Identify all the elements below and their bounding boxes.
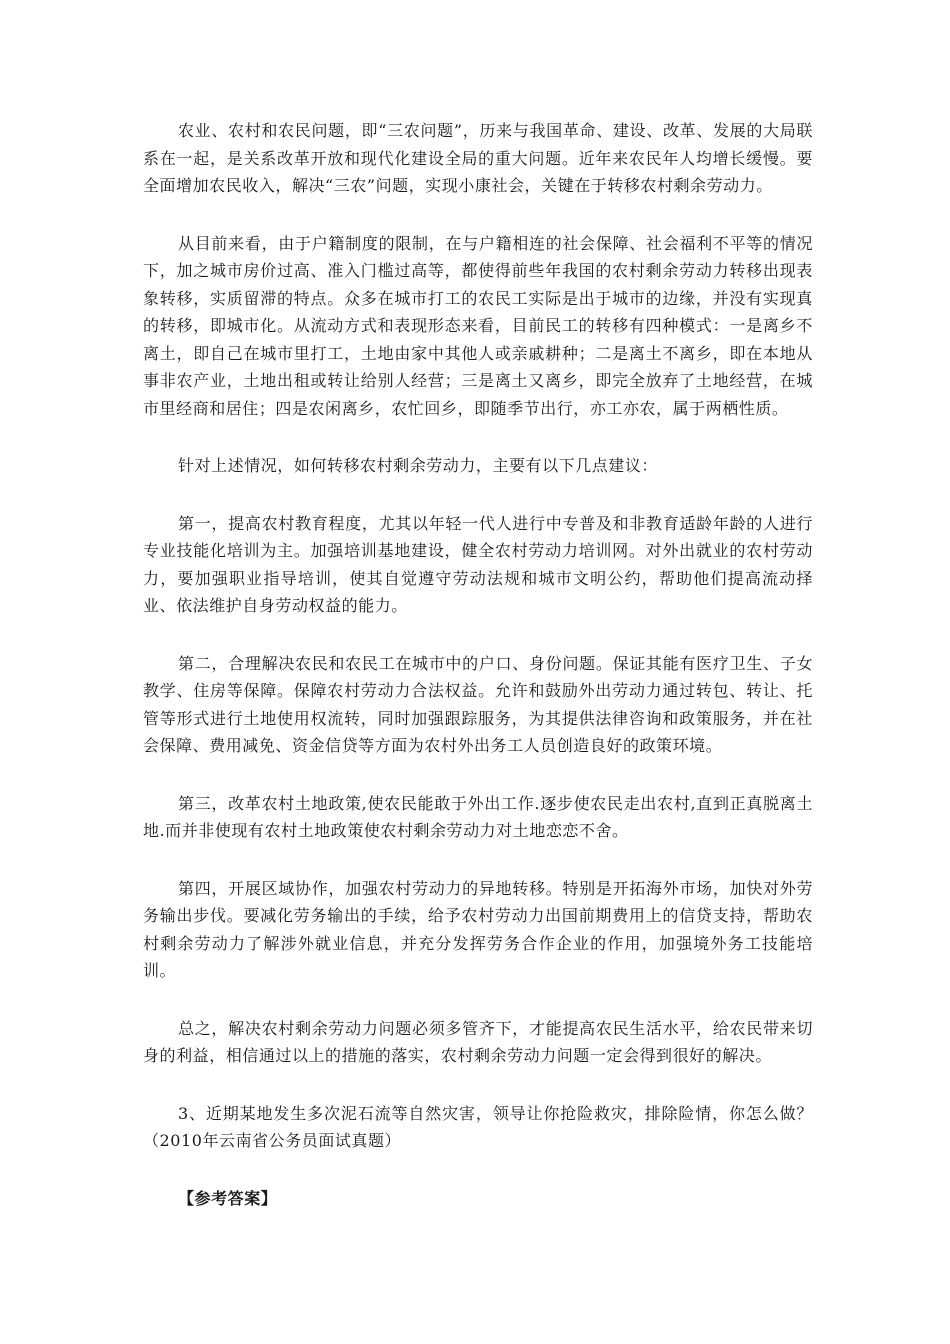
reference-answer-label: 【参考答案】 xyxy=(178,1188,278,1208)
paragraph-current-situation: 从目前来看，由于户籍制度的限制，在与户籍相连的社会保障、社会福利不平等的情况下，加之城市房价过高、准入门槛过高等，都使得前些年我国的农村剩余劳动力转移出现表象转移，实质留滞的特点。众多在城市打工的农民工实际是出于城市的边缘，并没有实现真的转移，即城市化。从流动方式和表现形态来看，目前民工的转移有四种模式：一是离乡不离土，即自己在城市里打工，土地由家中其他人或亲戚耕种；二是离土不离乡，即在本地从事非农产业，土地出租或转让给别人经营；三是离土又离乡，即完全放弃了土地经营，在城市里经商和居住；四是农闲离乡，农忙回乡，即随季节出行，亦工亦农，属于两栖性质。 xyxy=(143,233,813,418)
paragraph-suggestion-3: 第三，改革农村土地政策,使农民能敢于外出工作.逐步使农民走出农村,直到正真脱离土地.而并非使现有农村土地政策使农村剩余劳动力对土地恋恋不舍。 xyxy=(143,793,813,840)
paragraph-conclusion: 总之，解决农村剩余劳动力问题必须多管齐下，才能提高农民生活水平，给农民带来切身的利益，相信通过以上的措施的落实，农村剩余劳动力问题一定会得到很好的解决。 xyxy=(143,1018,813,1065)
paragraph-suggestion-2: 第二，合理解决农民和农民工在城市中的户口、身份问题。保证其能有医疗卫生、子女教学、住房等保障。保障农村劳动力合法权益。允许和鼓励外出劳动力通过转包、转让、托管等形式进行土地使用权流转，同时加强跟踪服务，为其提供法律咨询和政策服务，并在社会保障、费用减免、资金信贷等方面为农村外出务工人员创造良好的政策环境。 xyxy=(143,653,813,755)
document-body xyxy=(143,117,813,1242)
paragraph-suggestion-4: 第四，开展区域协作，加强农村劳动力的异地转移。特别是开拓海外市场，加快对外劳务输出步伐。要减化劳务输出的手续，给予农村劳动力出国前期费用上的信贷支持，帮助农村剩余劳动力了解涉外就业信息，并充分发挥劳务合作企业的作用，加强境外务工技能培训。 xyxy=(143,878,813,980)
paragraph-suggestions-intro: 针对上述情况，如何转移农村剩余劳动力，主要有以下几点建议： xyxy=(178,456,658,475)
paragraph-intro: 农业、农村和农民问题，即“三农问题”，历来与我国革命、建设、改革、发展的大局联系在一起，是关系改革开放和现代化建设全局的重大问题。近年来农民年人均增长缓慢。要全面增加农民收入，解决“三农”问题，实现小康社会，关键在于转移农村剩余劳动力。 xyxy=(143,121,813,195)
question-3: 3、近期某地发生多次泥石流等自然灾害，领导让你抢险救灾，排除险情，你怎么做？（2010年云南省公务员面试真题） xyxy=(143,1103,813,1150)
paragraph-suggestion-1: 第一，提高农村教育程度，尤其以年轻一代人进行中专普及和非教育适龄年龄的人进行专业技能化培训为主。加强培训基地建设，健全农村劳动力培训网。对外出就业的农村劳动力，要加强职业指导培训，使其自觉遵守劳动法规和城市文明公约，帮助他们提高流动择业、依法维护自身劳动权益的能力。 xyxy=(143,513,813,615)
